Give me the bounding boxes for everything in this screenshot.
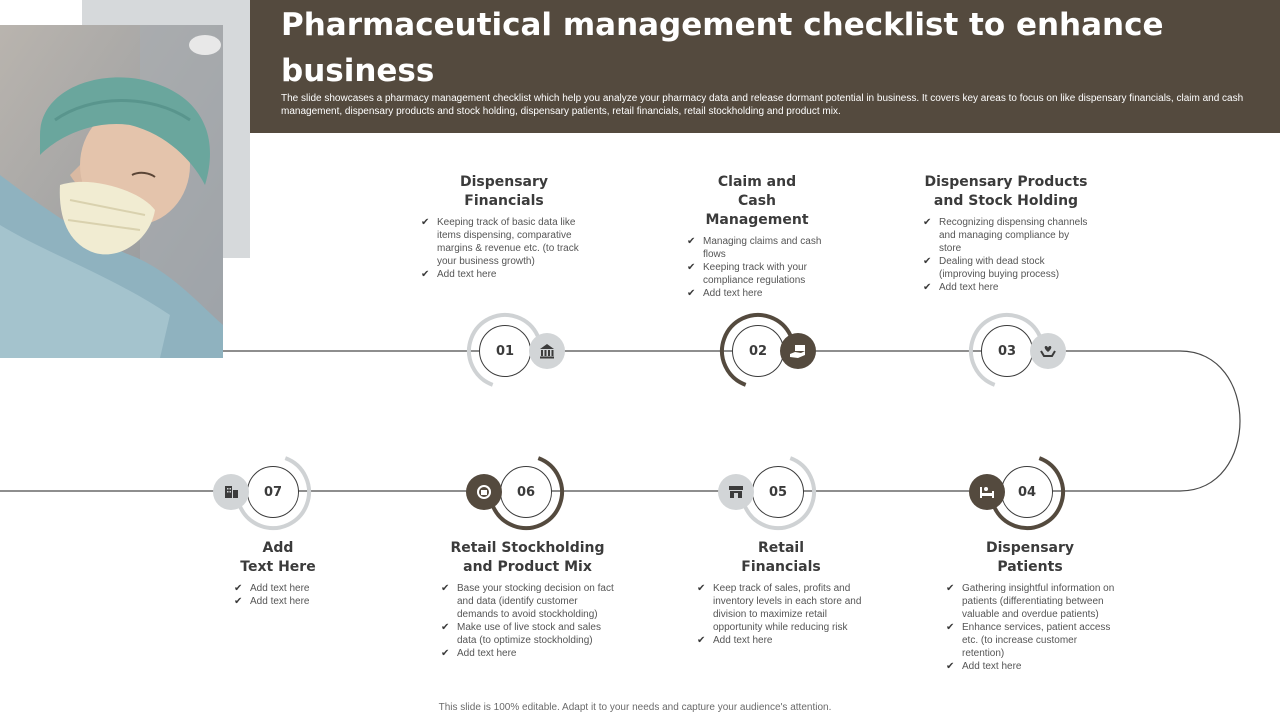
card-claim-cash xyxy=(686,173,828,300)
bullet-list xyxy=(945,582,1115,673)
step-number: 05 xyxy=(752,466,804,518)
card-title: Dispensary Financials xyxy=(459,174,549,209)
checklist-item: ✔ Keeping track of basic data like items dispensing, comparative margins & revenue etc. (to track your business growth) xyxy=(420,216,588,268)
bank-icon xyxy=(529,333,565,369)
bullet-list xyxy=(440,582,615,660)
checklist-item: ✔ Keep track of sales, profits and inventory levels in each store and division to maximize retail opportunity while reducing risk xyxy=(696,582,866,634)
product-box-icon xyxy=(466,474,502,510)
card-add-text xyxy=(233,539,323,608)
checklist-item: ✔ Base your stocking decision on fact and data (identify customer demands to avoid stockholding) xyxy=(440,582,615,621)
card-title: Add Text Here xyxy=(240,540,316,575)
card-title: Retail Stockholding and Product Mix xyxy=(450,540,605,575)
checklist-item: ✔ Add text here xyxy=(922,281,1090,294)
step-07-node xyxy=(233,452,313,532)
step-number: 01 xyxy=(479,325,531,377)
slide-subtitle: The slide showcases a pharmacy management checklist which help you analyze your pharmacy data and release dormant potential in business. It covers key areas to focus on like dispensary financials, claim and cash management, dispensary products and stock holding, dispensary patients, retail financials, retail stockholding and product mix. xyxy=(281,93,1244,117)
card-dispensary-financials xyxy=(420,173,588,281)
step-number: 02 xyxy=(732,325,784,377)
step-02-node xyxy=(718,311,798,391)
checklist-item: ✔ Enhance services, patient access etc. (to increase customer retention) xyxy=(945,621,1115,660)
step-number: 07 xyxy=(247,466,299,518)
checklist-item: ✔ Recognizing dispensing channels and managing compliance by store xyxy=(922,216,1090,255)
step-number: 06 xyxy=(500,466,552,518)
step-01-node xyxy=(465,311,545,391)
step-06-node xyxy=(486,452,566,532)
step-03-node xyxy=(967,311,1047,391)
checklist-item: ✔ Add text here xyxy=(233,582,323,595)
checklist-item: ✔ Add text here xyxy=(440,647,615,660)
bullet-list xyxy=(233,582,323,608)
checklist-item: ✔ Gathering insightful information on patients (differentiating between valuable and overdue patients) xyxy=(945,582,1115,621)
bullet-list xyxy=(420,216,588,281)
step-05-node xyxy=(738,452,818,532)
bullet-list xyxy=(686,235,828,300)
buildings-icon xyxy=(213,474,249,510)
card-dispensary-patients xyxy=(945,539,1115,673)
checklist-item: ✔ Keeping track with your compliance regulations xyxy=(686,261,828,287)
step-number: 03 xyxy=(981,325,1033,377)
step-04-node xyxy=(987,452,1067,532)
hand-care-icon xyxy=(1030,333,1066,369)
card-retail-financials xyxy=(696,539,866,647)
card-retail-stockholding xyxy=(440,539,615,660)
card-dispensary-products xyxy=(922,173,1090,294)
store-icon xyxy=(718,474,754,510)
checklist-item: ✔ Make use of live stock and sales data (to optimize stockholding) xyxy=(440,621,615,647)
card-title: Dispensary Patients xyxy=(985,540,1075,575)
checklist-item: ✔ Dealing with dead stock (improving buying process) xyxy=(922,255,1090,281)
checklist-item: ✔ Add text here xyxy=(696,634,866,647)
checklist-item: ✔ Add text here xyxy=(420,268,588,281)
checklist-item: ✔ Add text here xyxy=(686,287,828,300)
footer-note: This slide is 100% editable. Adapt it to your needs and capture your audience's attention. xyxy=(438,702,832,713)
checklist-item: ✔ Add text here xyxy=(945,660,1115,673)
bullet-list xyxy=(696,582,866,647)
card-title: Claim and Cash Management xyxy=(705,174,809,228)
checklist-item: ✔ Managing claims and cash flows xyxy=(686,235,828,261)
hospital-bed-icon xyxy=(969,474,1005,510)
step-number: 04 xyxy=(1001,466,1053,518)
checklist-item: ✔ Add text here xyxy=(233,595,323,608)
bullet-list xyxy=(922,216,1090,294)
card-title: Dispensary Products and Stock Holding xyxy=(924,174,1088,209)
hand-money-icon xyxy=(780,333,816,369)
card-title: Retail Financials xyxy=(741,540,821,575)
slide-title: Pharmaceutical management checklist to enhance business xyxy=(281,7,1164,89)
